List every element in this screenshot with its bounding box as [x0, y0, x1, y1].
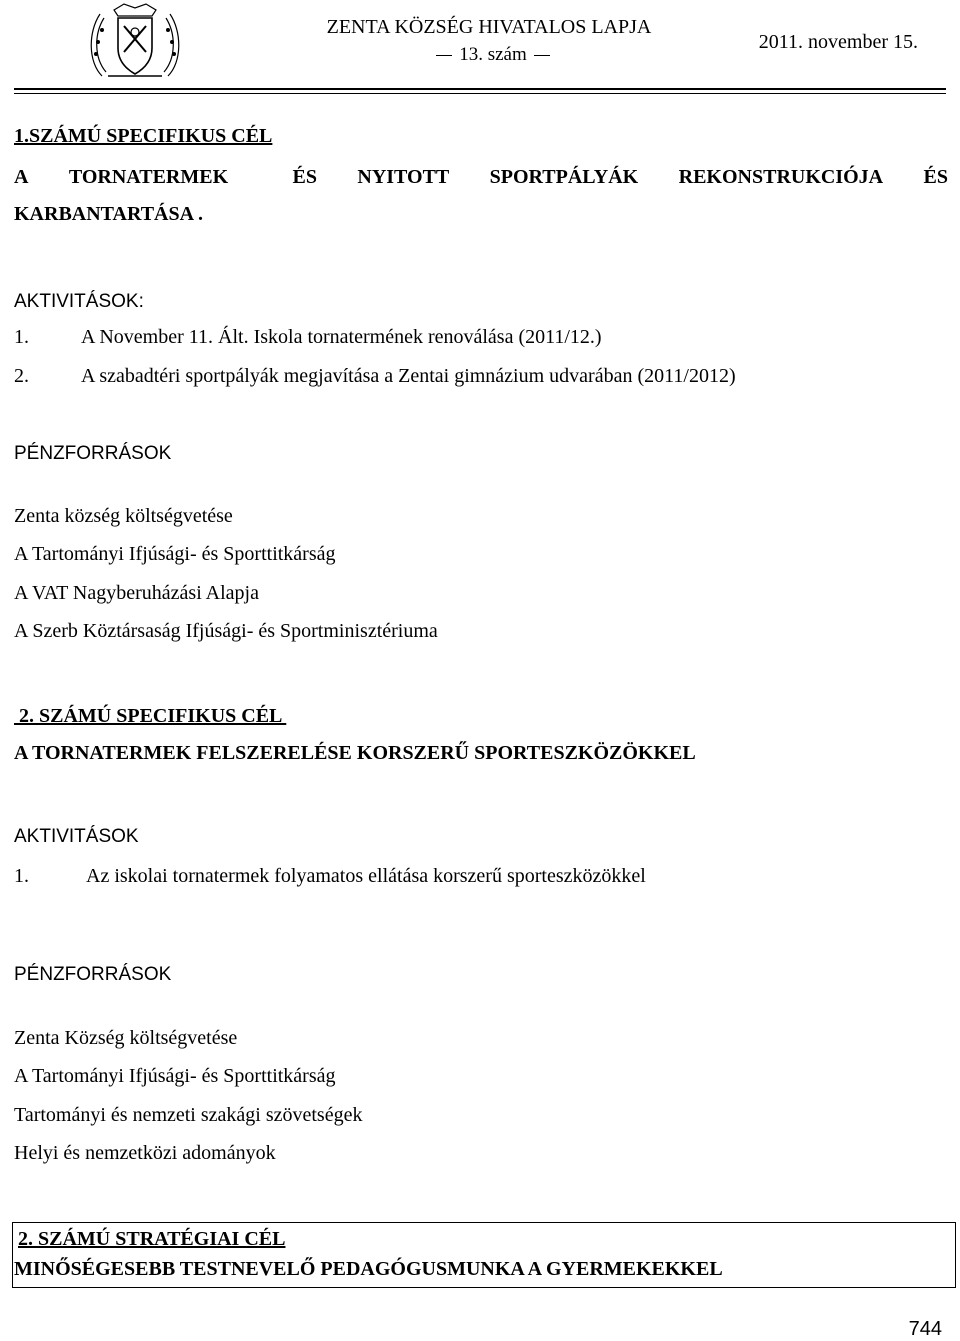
goal1-title: 1.SZÁMÚ SPECIFIKUS CÉL: [14, 125, 273, 147]
header-rule-thick: [14, 88, 946, 90]
goal1-subtitle-word: SPORTPÁLYÁK: [489, 166, 639, 188]
list-item-number: 1.: [14, 865, 29, 887]
list-item: A Tartományi Ifjúsági- és Sporttitkárság: [14, 1065, 336, 1087]
list-item-text: A szabadtéri sportpályák megjavítása a Zentai gimnázium udvarában (2011/2012): [81, 365, 736, 387]
list-item: A Szerb Köztársaság Ifjúsági- és Sportminisztériuma: [14, 620, 438, 642]
list-item-number: 2.: [14, 365, 29, 387]
list-item: Zenta község költségvetése: [14, 505, 233, 527]
list-item: A Tartományi Ifjúsági- és Sporttitkárság: [14, 543, 336, 565]
goal2-activities-label: AKTIVITÁSOK: [14, 826, 139, 847]
list-item: A VAT Nagyberuházási Alapja: [14, 582, 259, 604]
goal1-subtitle-line2: KARBANTARTÁSA .: [14, 203, 203, 225]
list-item-text: Az iskolai tornatermek folyamatos ellátása korszerű sporteszközökkel: [86, 865, 646, 887]
list-item: Helyi és nemzetközi adományok: [14, 1142, 276, 1164]
goal1-subtitle-word: REKONSTRUKCIÓJA: [678, 166, 884, 188]
strategic-goal-subtitle: MINŐSÉGESEBB TESTNEVELŐ PEDAGÓGUSMUNKA A GYERMEKEKKEL: [14, 1258, 723, 1280]
issue-date: 2011. november 15.: [758, 31, 918, 53]
list-item: Tartományi és nemzeti szakági szövetségek: [14, 1104, 363, 1126]
issue-number-text: 13. szám: [459, 44, 527, 65]
goal2-subtitle: A TORNATERMEK FELSZERELÉSE KORSZERŰ SPORTESZKÖZÖKKEL: [14, 742, 696, 764]
goal2-funding-label: PÉNZFORRÁSOK: [14, 964, 172, 985]
goal1-subtitle-line1: [14, 166, 948, 189]
dash-left: [436, 55, 452, 56]
goal1-subtitle-word: TORNATERMEK: [68, 166, 229, 188]
municipal-coat-of-arms-icon: [84, 2, 186, 80]
list-item-number: 1.: [14, 326, 29, 348]
list-item-text: A November 11. Ált. Iskola tornatermének renoválása (2011/12.): [81, 326, 602, 348]
goal1-subtitle-word: A: [14, 166, 29, 188]
list-item: [14, 326, 602, 349]
dash-right: [534, 55, 550, 56]
page-number: 744: [908, 1318, 942, 1340]
goal1-funding-label: PÉNZFORRÁSOK: [14, 443, 172, 464]
goal1-subtitle-word: NYITOTT: [357, 166, 450, 188]
goal1-activities-label: AKTIVITÁSOK:: [14, 291, 144, 312]
header-rule-thin: [14, 93, 946, 94]
list-item: [14, 365, 736, 388]
strategic-goal-title: 2. SZÁMÚ STRATÉGIAI CÉL: [18, 1228, 286, 1250]
journal-title: ZENTA KÖZSÉG HIVATALOS LAPJA: [326, 16, 652, 38]
list-item: Zenta Község költségvetése: [14, 1027, 238, 1049]
list-item: [14, 865, 646, 888]
goal1-subtitle-word: ÉS: [923, 166, 948, 188]
goal1-subtitle-word: ÉS: [292, 166, 317, 188]
goal2-title: 2. SZÁMÚ SPECIFIKUS CÉL: [14, 705, 287, 727]
